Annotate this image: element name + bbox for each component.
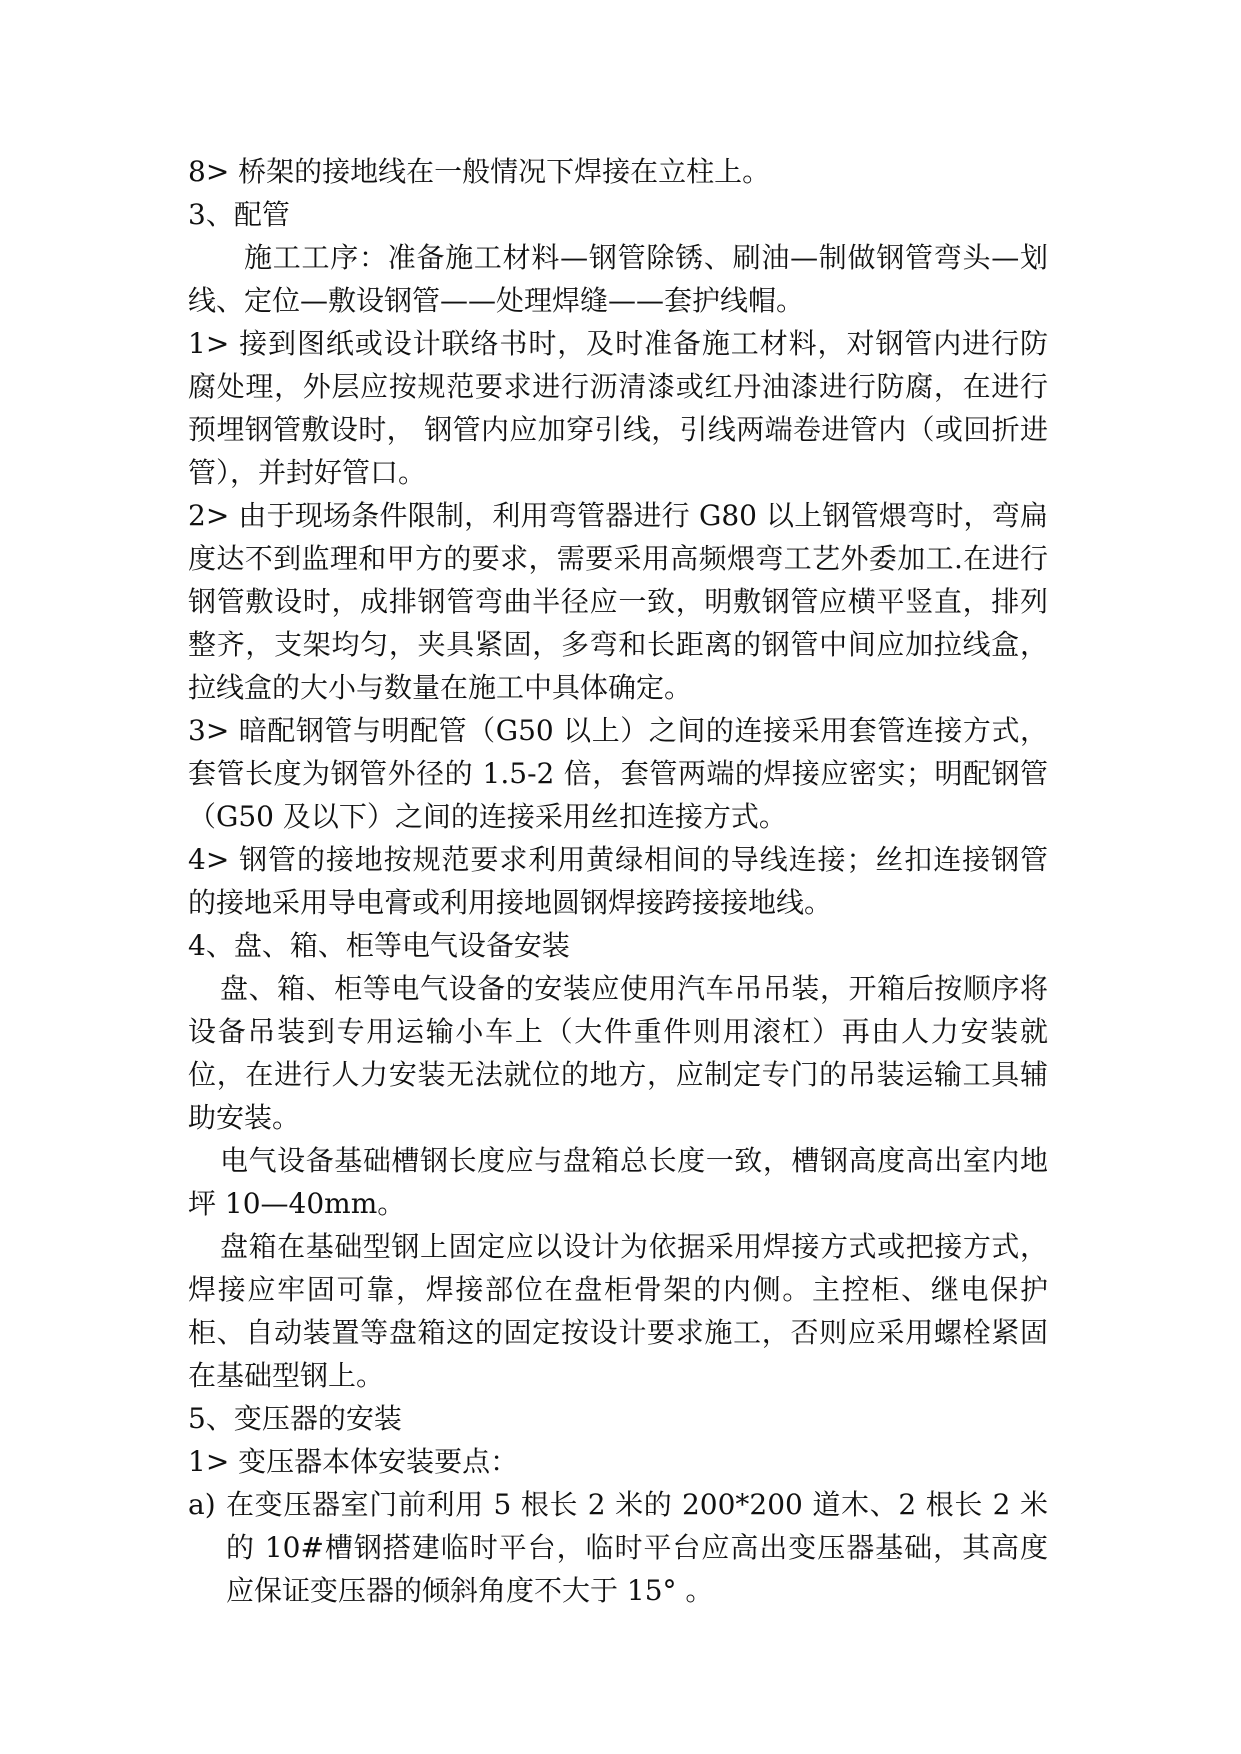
paragraph-item-2: 2> 由于现场条件限制，利用弯管器进行 G80 以上钢管煨弯时，弯扁度达不到监理和甲方的要求，需要采用高频煨弯工艺外委加工.在进行钢管敷设时，成排钢管弯曲半径应一致，明敷钢管应横平竖直，排列整齐，支架均匀，夹具紧固，多弯和长距离的钢管中间应加拉线盒，拉线盒的大小与数量在施工中具体确定。: [188, 499, 1048, 704]
paragraph-install: 盘、箱、柜等电气设备的安装应使用汽车吊吊装，开箱后按顺序将设备吊装到专用运输小车上（大件重件则用滚杠）再由人力安装就位，在进行人力安装无法就位的地方，应制定专门的吊装运输工具辅助安装。: [188, 972, 1048, 1134]
paragraph-8-grounding: 8> 桥架的接地线在一般情况下焊接在立柱上。: [188, 155, 771, 188]
section-heading-5: 5、变压器的安装: [188, 1402, 402, 1435]
paragraph-fixing: 盘箱在基础型钢上固定应以设计为依据采用焊接方式或把接方式，焊接应牢固可靠，焊接部位在盘柜骨架的内侧。主控柜、继电保护柜、自动装置等盘箱这的固定按设计要求施工，否则应采用螺栓紧固在基础型钢上。: [188, 1230, 1048, 1392]
list-item-label: a): [188, 1488, 216, 1521]
paragraph-channel-steel: 电气设备基础槽钢长度应与盘箱总长度一致，槽钢高度高出室内地坪 10—40mm。: [188, 1144, 1048, 1220]
list-item-a: [188, 1483, 1048, 1612]
section-heading-4: 4、盘、箱、柜等电气设备安装: [188, 929, 570, 962]
list-item-text: 在变压器室门前利用 5 根长 2 米的 200*200 道木、2 根长 2 米的 10#槽钢搭建临时平台，临时平台应高出变压器基础，其高度应保证变压器的倾斜角度不大于 15° 。: [226, 1488, 1048, 1607]
section-heading-3: 3、配管: [188, 198, 290, 231]
paragraph-item-4: 4> 钢管的接地按规范要求利用黄绿相间的导线连接；丝扣连接钢管的接地采用导电膏或利用接地圆钢焊接跨接接地线。: [188, 843, 1048, 919]
document-page: [188, 150, 1048, 1612]
paragraph-item-1: 1> 接到图纸或设计联络书时，及时准备施工材料，对钢管内进行防腐处理，外层应按规范要求进行沥清漆或红丹油漆进行防腐，在进行预埋钢管敷设时， 钢管内应加穿引线，引线两端卷进管内（或回折进管），并封好管口。: [188, 327, 1048, 489]
paragraph-procedure: 施工工序：准备施工材料—钢管除锈、刷油—制做钢管弯头—划线、定位—敷设钢管——处理焊缝——套护线帽。: [188, 241, 1048, 317]
paragraph-item-3: 3> 暗配钢管与明配管（G50 以上）之间的连接采用套管连接方式，套管长度为钢管外径的 1.5-2 倍，套管两端的焊接应密实；明配钢管（G50 及以下）之间的连接采用丝扣连接方式。: [188, 714, 1048, 833]
paragraph-transformer-points: 1> 变压器本体安装要点：: [188, 1445, 519, 1478]
